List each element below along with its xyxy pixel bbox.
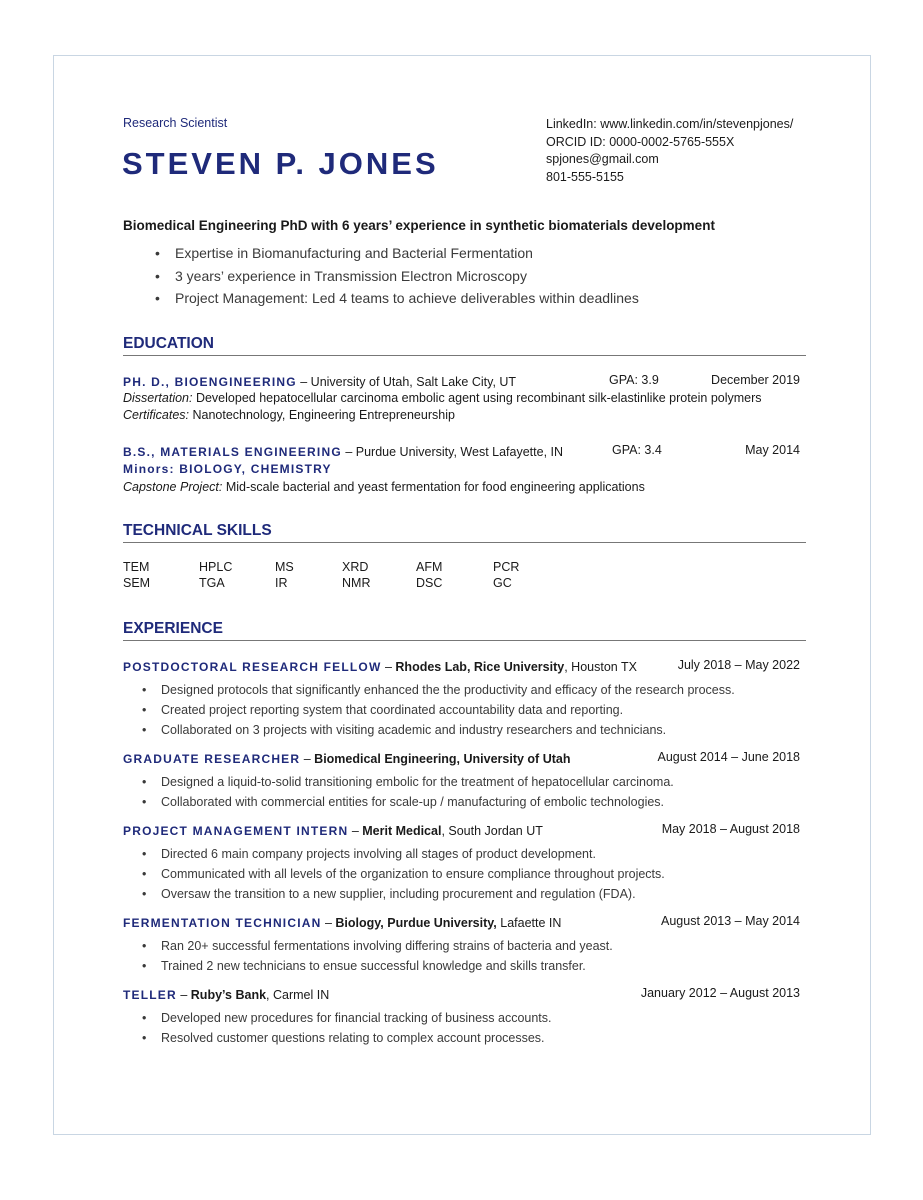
job-org: Biology, Purdue University, xyxy=(335,916,497,930)
list-item: • Communicated with all levels of the organization to ensure compliance throughout projects. xyxy=(142,864,665,884)
bs-gpa: GPA: 3.4 xyxy=(612,443,662,457)
bs-degree: B.S., MATERIALS ENGINEERING xyxy=(123,445,342,459)
list-item: • Resolved customer questions relating to complex account processes. xyxy=(142,1028,552,1048)
job-title: PROJECT MANAGEMENT INTERN xyxy=(123,824,349,838)
job-org: Ruby’s Bank xyxy=(190,988,267,1002)
job-dates: August 2013 – May 2014 xyxy=(661,914,800,928)
job-header xyxy=(123,658,637,676)
certificates-text: Nanotechnology, Engineering Entrepreneurship xyxy=(189,408,455,422)
capstone-label: Capstone Project: xyxy=(123,480,223,494)
skills-heading: TECHNICAL SKILLS xyxy=(123,522,806,543)
job-location: , Houston TX xyxy=(564,660,637,674)
list-item: • Trained 2 new technicians to ensue successful knowledge and skills transfer. xyxy=(142,956,613,976)
job-bullets xyxy=(142,772,674,812)
job-dates: August 2014 – June 2018 xyxy=(657,750,800,764)
list-item: • Designed protocols that significantly enhanced the the productivity and efficacy of the research process. xyxy=(142,680,735,700)
skill-item: DSC xyxy=(416,576,443,590)
job-title: FERMENTATION TECHNICIAN xyxy=(123,916,322,930)
list-item: • Ran 20+ successful fermentations involving differing strains of bacteria and yeast. xyxy=(142,936,613,956)
phd-degree: PH. D., BIOENGINEERING xyxy=(123,375,297,389)
linkedin-link[interactable]: LinkedIn: www.linkedin.com/in/stevenpjones/ xyxy=(546,117,794,131)
list-item: • Collaborated with commercial entities for scale-up / manufacturing of embolic technologies. xyxy=(142,792,674,812)
contact-block xyxy=(546,116,793,186)
skill-item: NMR xyxy=(342,576,371,590)
skills-row xyxy=(123,575,553,591)
job-title: GRADUATE RESEARCHER xyxy=(123,752,301,766)
bs-date: May 2014 xyxy=(745,443,800,457)
dissertation-text: Developed hepatocellular carcinoma embolic agent using recombinant silk-elastinlike protein polymers xyxy=(192,391,762,405)
job-dash: – xyxy=(348,824,363,838)
candidate-name: STEVEN P. JONES xyxy=(122,146,439,181)
job-header xyxy=(123,822,543,840)
experience-heading: EXPERIENCE xyxy=(123,620,806,641)
job-dates: January 2012 – August 2013 xyxy=(640,986,800,1000)
job-dates: May 2018 – August 2018 xyxy=(661,822,800,836)
skills-grid xyxy=(123,559,553,591)
bs-school: – Purdue University, West Lafayette, IN xyxy=(341,445,564,459)
skill-item: HPLC xyxy=(199,560,233,574)
job-header xyxy=(123,750,570,768)
skill-item: GC xyxy=(493,576,512,590)
job-org: Rhodes Lab, Rice University xyxy=(395,660,565,674)
job-location: , South Jordan UT xyxy=(441,824,543,838)
skills-row xyxy=(123,559,553,575)
job-dash: – xyxy=(321,916,336,930)
phd-school: – University of Utah, Salt Lake City, UT xyxy=(296,375,517,389)
email-link[interactable]: spjones@gmail.com xyxy=(546,152,659,166)
job-location: Lafaette IN xyxy=(496,916,562,930)
list-item: • Directed 6 main company projects involving all stages of product development. xyxy=(142,844,665,864)
job-bullets xyxy=(142,936,613,976)
job-org: Merit Medical xyxy=(362,824,442,838)
job-title: TELLER xyxy=(123,988,177,1002)
resume-page xyxy=(53,55,871,1135)
skill-item: AFM xyxy=(416,560,443,574)
summary-bullets xyxy=(155,242,639,310)
list-item: • Created project reporting system that coordinated accountability data and reporting. xyxy=(142,700,735,720)
job-org: Biomedical Engineering, University of Utah xyxy=(314,752,571,766)
phone-number: 801-555-5155 xyxy=(546,169,624,184)
skill-item: TEM xyxy=(123,560,150,574)
education-heading: EDUCATION xyxy=(123,335,806,356)
job-dash: – xyxy=(300,752,315,766)
list-item: • Oversaw the transition to a new supplier, including procurement and regulation (FDA). xyxy=(142,884,665,904)
job-dates: July 2018 – May 2022 xyxy=(677,658,800,672)
bs-capstone xyxy=(123,480,645,494)
list-item: • 3 years’ experience in Transmission Electron Microscopy xyxy=(155,265,639,288)
job-header xyxy=(123,914,561,932)
summary-title: Biomedical Engineering PhD with 6 years’ experience in synthetic biomaterials development xyxy=(123,218,715,233)
skill-item: TGA xyxy=(199,576,225,590)
skill-item: MS xyxy=(275,560,294,574)
phd-dissertation xyxy=(123,391,762,405)
job-role: Research Scientist xyxy=(123,116,228,130)
job-bullets xyxy=(142,680,735,740)
orcid-id: ORCID ID: 0000-0002-5765-555X xyxy=(546,134,735,149)
job-title: POSTDOCTORAL RESEARCH FELLOW xyxy=(123,660,382,674)
list-item: • Designed a liquid-to-solid transitioning embolic for the treatment of hepatocellular carcinoma. xyxy=(142,772,674,792)
list-item: • Developed new procedures for financial tracking of business accounts. xyxy=(142,1008,552,1028)
capstone-text: Mid-scale bacterial and yeast fermentation for food engineering applications xyxy=(222,480,645,494)
list-item: • Expertise in Biomanufacturing and Bacterial Fermentation xyxy=(155,242,639,265)
skill-item: SEM xyxy=(123,576,151,590)
job-location: , Carmel IN xyxy=(266,988,330,1002)
dissertation-label: Dissertation: xyxy=(123,391,193,405)
list-item: • Project Management: Led 4 teams to achieve deliverables within deadlines xyxy=(155,287,639,310)
phd-date: December 2019 xyxy=(711,373,800,387)
job-dash: – xyxy=(381,660,396,674)
job-bullets xyxy=(142,1008,552,1048)
phd-certificates xyxy=(123,408,455,422)
phd-line xyxy=(123,373,516,391)
skill-item: PCR xyxy=(493,560,520,574)
bs-line xyxy=(123,443,563,461)
bs-minors: Minors: BIOLOGY, CHEMISTRY xyxy=(123,462,332,476)
job-header xyxy=(123,986,329,1004)
skill-item: XRD xyxy=(342,560,369,574)
skill-item: IR xyxy=(275,576,288,590)
certificates-label: Certificates: xyxy=(123,408,189,422)
phd-gpa: GPA: 3.9 xyxy=(609,373,659,387)
job-dash: – xyxy=(176,988,191,1002)
job-bullets xyxy=(142,844,665,904)
list-item: • Collaborated on 3 projects with visiting academic and industry researchers and technicians. xyxy=(142,720,735,740)
